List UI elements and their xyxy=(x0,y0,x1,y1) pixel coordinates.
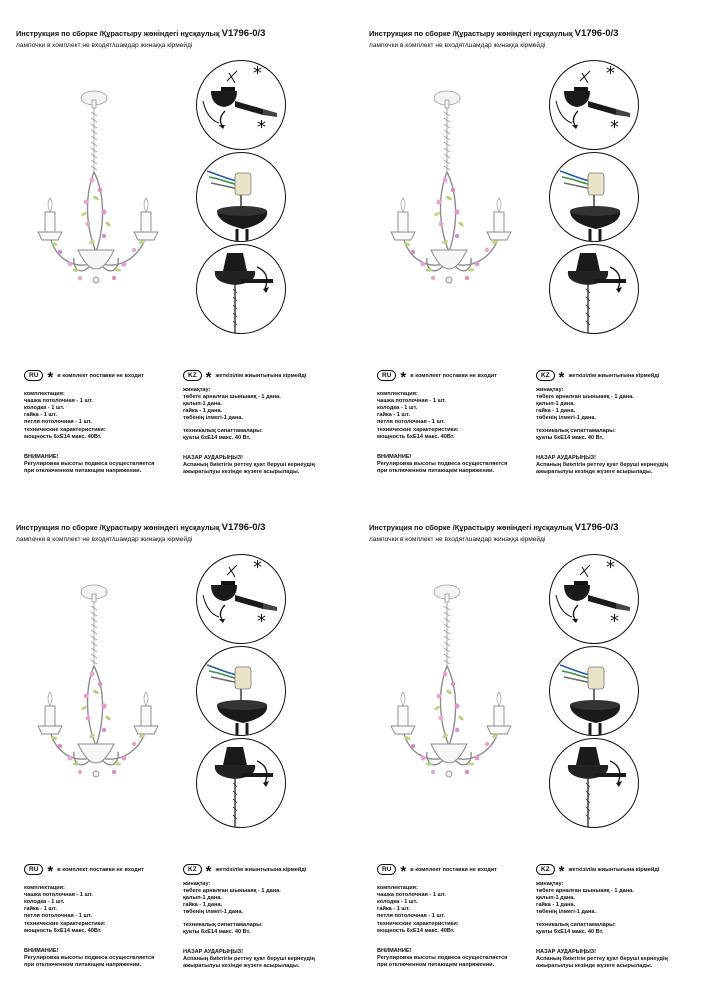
ru-tech-specs: технические характеристики: мощность 6хЕ14 макс. 40Вт. xyxy=(24,427,106,440)
ru-note: в комплект поставки не входит xyxy=(410,372,497,379)
model-number: V1796-0/3 xyxy=(574,522,619,533)
kz-badge: KZ xyxy=(536,864,555,875)
kz-warning: НАЗАР АУДАРЫҢЫЗ! Аспаның биіктігін реттеу қуат беруші кернеудің ажыратылуы кезінде жүзеге асырылады. xyxy=(536,949,668,969)
asterisk-icon: * xyxy=(47,862,54,880)
instruction-panel xyxy=(353,0,706,500)
ru-kit-list: комплектация: чашка потолочная - 1 шт. колодка - 1 шт. гайка - 1 шт. петля потолочная - 1 шт. xyxy=(24,391,93,425)
svg-text:*: * xyxy=(610,117,619,138)
step-wire-connection-icon xyxy=(549,152,639,242)
kz-badge: KZ xyxy=(183,370,202,381)
kz-note: жеткізілім жиынтығына кірмейді xyxy=(215,372,307,379)
asterisk-icon: * xyxy=(400,368,407,386)
svg-text:*: * xyxy=(606,63,615,84)
kz-note: жеткізілім жиынтығына кірмейді xyxy=(568,866,660,873)
chandelier-illustration xyxy=(367,52,547,352)
kz-header xyxy=(536,368,660,386)
instruction-panel xyxy=(353,494,706,994)
asterisk-icon: * xyxy=(400,862,407,880)
ru-badge: RU xyxy=(377,864,396,875)
kz-note: жеткізілім жиынтығына кірмейді xyxy=(568,372,660,379)
chandelier-illustration xyxy=(367,546,547,846)
ru-note: в комплект поставки не входит xyxy=(410,866,497,873)
kz-warning: НАЗАР АУДАРЫҢЫЗ! Аспаның биіктігін реттеу қуат беруші кернеудің ажыратылуы кезінде жүзеге асырылады. xyxy=(183,949,315,969)
kz-header xyxy=(536,862,660,880)
ru-warning: ВНИМАНИЕ! Регулировка высоты подвеса осуществляется при отключенном питающем напряжении. xyxy=(24,454,155,474)
ru-tech-specs: технические характеристики: мощность 6хЕ14 макс. 40Вт. xyxy=(377,427,459,440)
ru-tech-specs: технические характеристики: мощность 6хЕ14 макс. 40Вт. xyxy=(24,921,106,934)
ru-badge: RU xyxy=(24,370,43,381)
svg-text:*: * xyxy=(257,117,266,138)
step-wire-connection-icon xyxy=(196,152,286,242)
instruction-subtitle: лампочки в комплект не входят/шамдар жинаққа кірмейді xyxy=(16,536,193,543)
kz-tech-specs: техникалық сипаттамалары: қуаты 6хЕ14 макс. 40 Вт. xyxy=(183,922,263,935)
ru-header xyxy=(377,368,497,386)
ru-warning: ВНИМАНИЕ! Регулировка высоты подвеса осуществляется при отключенном питающем напряжении. xyxy=(377,948,508,968)
ru-kit-list: комплектация: чашка потолочная - 1 шт. колодка - 1 шт. гайка - 1 шт. петля потолочная - 1 шт. xyxy=(377,885,446,919)
kz-tech-specs: техникалық сипаттамалары: қуаты 6хЕ14 макс. 40 Вт. xyxy=(536,428,616,441)
instruction-subtitle: лампочки в комплект не входят/шамдар жинаққа кірмейді xyxy=(16,42,193,49)
step-cup-tightening-icon xyxy=(549,738,639,828)
ru-badge: RU xyxy=(24,864,43,875)
ru-kit-list: комплектация: чашка потолочная - 1 шт. колодка - 1 шт. гайка - 1 шт. петля потолочная - 1 шт. xyxy=(24,885,93,919)
ru-warning: ВНИМАНИЕ! Регулировка высоты подвеса осуществляется при отключенном питающем напряжении. xyxy=(24,948,155,968)
model-number: V1796-0/3 xyxy=(221,522,266,533)
kz-tech-specs: техникалық сипаттамалары: қуаты 6хЕ14 макс. 40 Вт. xyxy=(183,428,263,441)
asterisk-icon: * xyxy=(205,368,212,386)
instruction-subtitle: лампочки в комплект не входят/шамдар жинаққа кірмейді xyxy=(369,42,546,49)
kz-kit-list: жинақтау: төбеге арналған шыныаяқ - 1 дана. қалып-1 дана. гайка - 1 дана. төбенің ілмегі-1 дана. xyxy=(183,881,281,915)
instruction-title: Инструкция по сборке /Құрастыру жөніндегі нұсқаулық V1796-0/3 xyxy=(16,28,266,39)
model-number: V1796-0/3 xyxy=(221,28,266,39)
step-cup-tightening-icon xyxy=(196,244,286,334)
kz-badge: KZ xyxy=(536,370,555,381)
svg-text:*: * xyxy=(606,557,615,578)
svg-text:*: * xyxy=(257,611,266,632)
asterisk-icon: * xyxy=(558,862,565,880)
step-ceiling-mount-icon xyxy=(196,60,286,150)
kz-kit-list: жинақтау: төбеге арналған шыныаяқ - 1 дана. қалып-1 дана. гайка - 1 дана. төбенің ілмегі-1 дана. xyxy=(536,387,634,421)
step-ceiling-mount-icon xyxy=(549,554,639,644)
ru-tech-specs: технические характеристики: мощность 6хЕ14 макс. 40Вт. xyxy=(377,921,459,934)
asterisk-icon: * xyxy=(205,862,212,880)
ru-header xyxy=(377,862,497,880)
kz-kit-list: жинақтау: төбеге арналған шыныаяқ - 1 дана. қалып-1 дана. гайка - 1 дана. төбенің ілмегі-1 дана. xyxy=(183,387,281,421)
ru-kit-list: комплектация: чашка потолочная - 1 шт. колодка - 1 шт. гайка - 1 шт. петля потолочная - 1 шт. xyxy=(377,391,446,425)
instruction-panel xyxy=(0,0,353,500)
instruction-title: Инструкция по сборке /Құрастыру жөніндегі нұсқаулық V1796-0/3 xyxy=(369,522,619,533)
kz-header xyxy=(183,368,307,386)
kz-tech-specs: техникалық сипаттамалары: қуаты 6хЕ14 макс. 40 Вт. xyxy=(536,922,616,935)
model-number: V1796-0/3 xyxy=(574,28,619,39)
ru-note: в комплект поставки не входит xyxy=(57,866,144,873)
svg-text:*: * xyxy=(253,63,262,84)
instruction-panel xyxy=(0,494,353,994)
step-wire-connection-icon xyxy=(196,646,286,736)
step-cup-tightening-icon xyxy=(196,738,286,828)
instruction-title: Инструкция по сборке /Құрастыру жөніндегі нұсқаулық V1796-0/3 xyxy=(16,522,266,533)
instruction-title: Инструкция по сборке /Құрастыру жөніндегі нұсқаулық V1796-0/3 xyxy=(369,28,619,39)
svg-text:*: * xyxy=(610,611,619,632)
chandelier-illustration xyxy=(14,546,194,846)
step-ceiling-mount-icon xyxy=(549,60,639,150)
kz-warning: НАЗАР АУДАРЫҢЫЗ! Аспаның биіктігін реттеу қуат беруші кернеудің ажыратылуы кезінде жүзеге асырылады. xyxy=(536,455,668,475)
ru-header xyxy=(24,368,144,386)
step-wire-connection-icon xyxy=(549,646,639,736)
kz-header xyxy=(183,862,307,880)
kz-kit-list: жинақтау: төбеге арналған шыныаяқ - 1 дана. қалып-1 дана. гайка - 1 дана. төбенің ілмегі-1 дана. xyxy=(536,881,634,915)
kz-badge: KZ xyxy=(183,864,202,875)
ru-header xyxy=(24,862,144,880)
ru-badge: RU xyxy=(377,370,396,381)
kz-note: жеткізілім жиынтығына кірмейді xyxy=(215,866,307,873)
step-ceiling-mount-icon xyxy=(196,554,286,644)
instruction-subtitle: лампочки в комплект не входят/шамдар жинаққа кірмейді xyxy=(369,536,546,543)
ru-warning: ВНИМАНИЕ! Регулировка высоты подвеса осуществляется при отключенном питающем напряжении. xyxy=(377,454,508,474)
asterisk-icon: * xyxy=(558,368,565,386)
chandelier-illustration xyxy=(14,52,194,352)
kz-warning: НАЗАР АУДАРЫҢЫЗ! Аспаның биіктігін реттеу қуат беруші кернеудің ажыратылуы кезінде жүзеге асырылады. xyxy=(183,455,315,475)
svg-text:*: * xyxy=(253,557,262,578)
ru-note: в комплект поставки не входит xyxy=(57,372,144,379)
step-cup-tightening-icon xyxy=(549,244,639,334)
asterisk-icon: * xyxy=(47,368,54,386)
